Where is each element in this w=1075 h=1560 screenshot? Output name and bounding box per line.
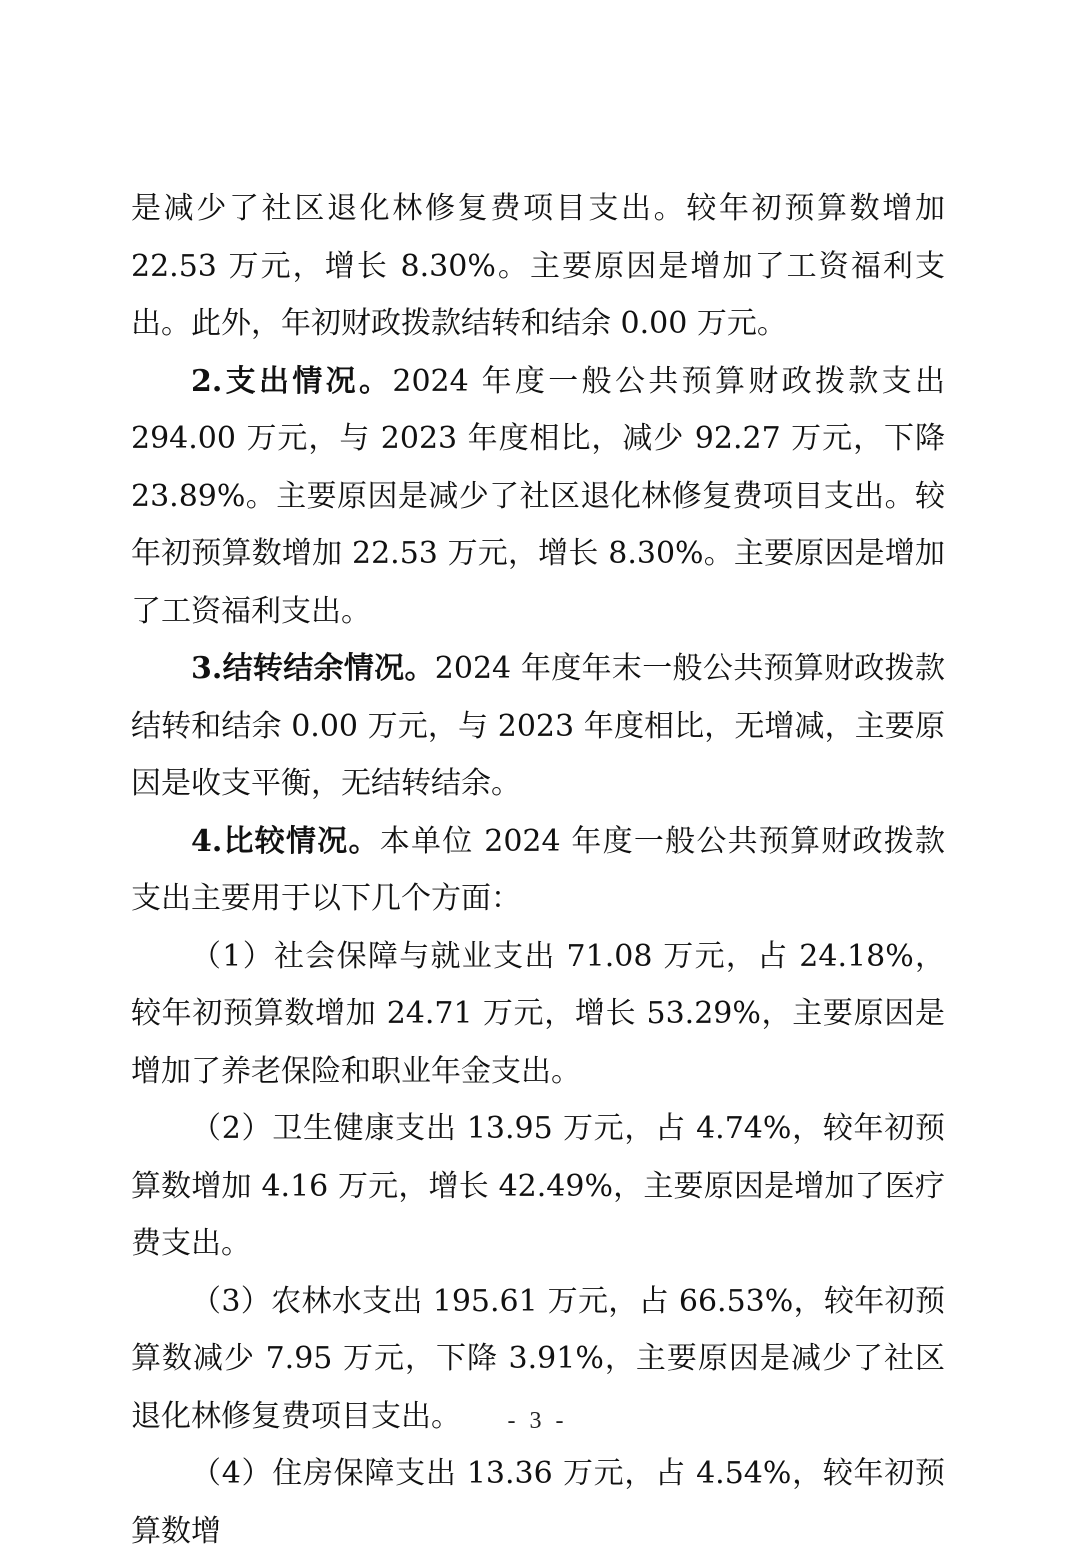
list-item: （3）农林水支出 195.61 万元，占 66.53%，较年初预算数减少 7.95 万元，下降 3.91%，主要原因是减少了社区退化林修复费项目支出。	[131, 1283, 945, 1434]
section-comparison	[131, 813, 945, 928]
document-body	[131, 180, 945, 1560]
section-expenditure	[131, 353, 945, 641]
section-text: 本单位 2024 年度一般公共预算财政拨款支出主要用于以下几个方面：	[131, 823, 945, 916]
list-item: （2）卫生健康支出 13.95 万元，占 4.74%，较年初预算数增加 4.16 万元，增长 42.49%，主要原因是增加了医疗费支出。	[131, 1111, 945, 1261]
section-heading: 2.支出情况。	[191, 363, 393, 399]
section-carryover	[131, 640, 945, 813]
continued-paragraph: 是减少了社区退化林修复费项目支出。较年初预算数增加 22.53 万元，增长 8.30%。主要原因是增加了工资福利支出。此外，年初财政拨款结转和结余 0.00 万元。	[131, 191, 945, 341]
page-number: - 3 -	[507, 1408, 568, 1434]
section-text: 2024 年度年末一般公共预算财政拨款结转和结余 0.00 万元，与 2023 年度相比，无增减，主要原因是收支平衡，无结转结余。	[131, 651, 945, 801]
section-text: 2024 年度一般公共预算财政拨款支出 294.00 万元，与 2023 年度相比，减少 92.27 万元，下降 23.89%。主要原因是减少了社区退化林修复费项目支出。较年初预算数增加 22.53 万元，增长 8.30%。主要原因是增加了工资福利支出。	[131, 363, 945, 629]
section-heading: 4.比较情况。	[191, 823, 380, 859]
list-item: （1）社会保障与就业支出 71.08 万元，占 24.18%，较年初预算数增加 24.71 万元，增长 53.29%，主要原因是增加了养老保险和职业年金支出。	[131, 938, 945, 1089]
section-heading: 3.结转结余情况。	[191, 651, 435, 686]
list-item: （4）住房保障支出 13.36 万元，占 4.54%，较年初预算数增	[131, 1456, 945, 1549]
